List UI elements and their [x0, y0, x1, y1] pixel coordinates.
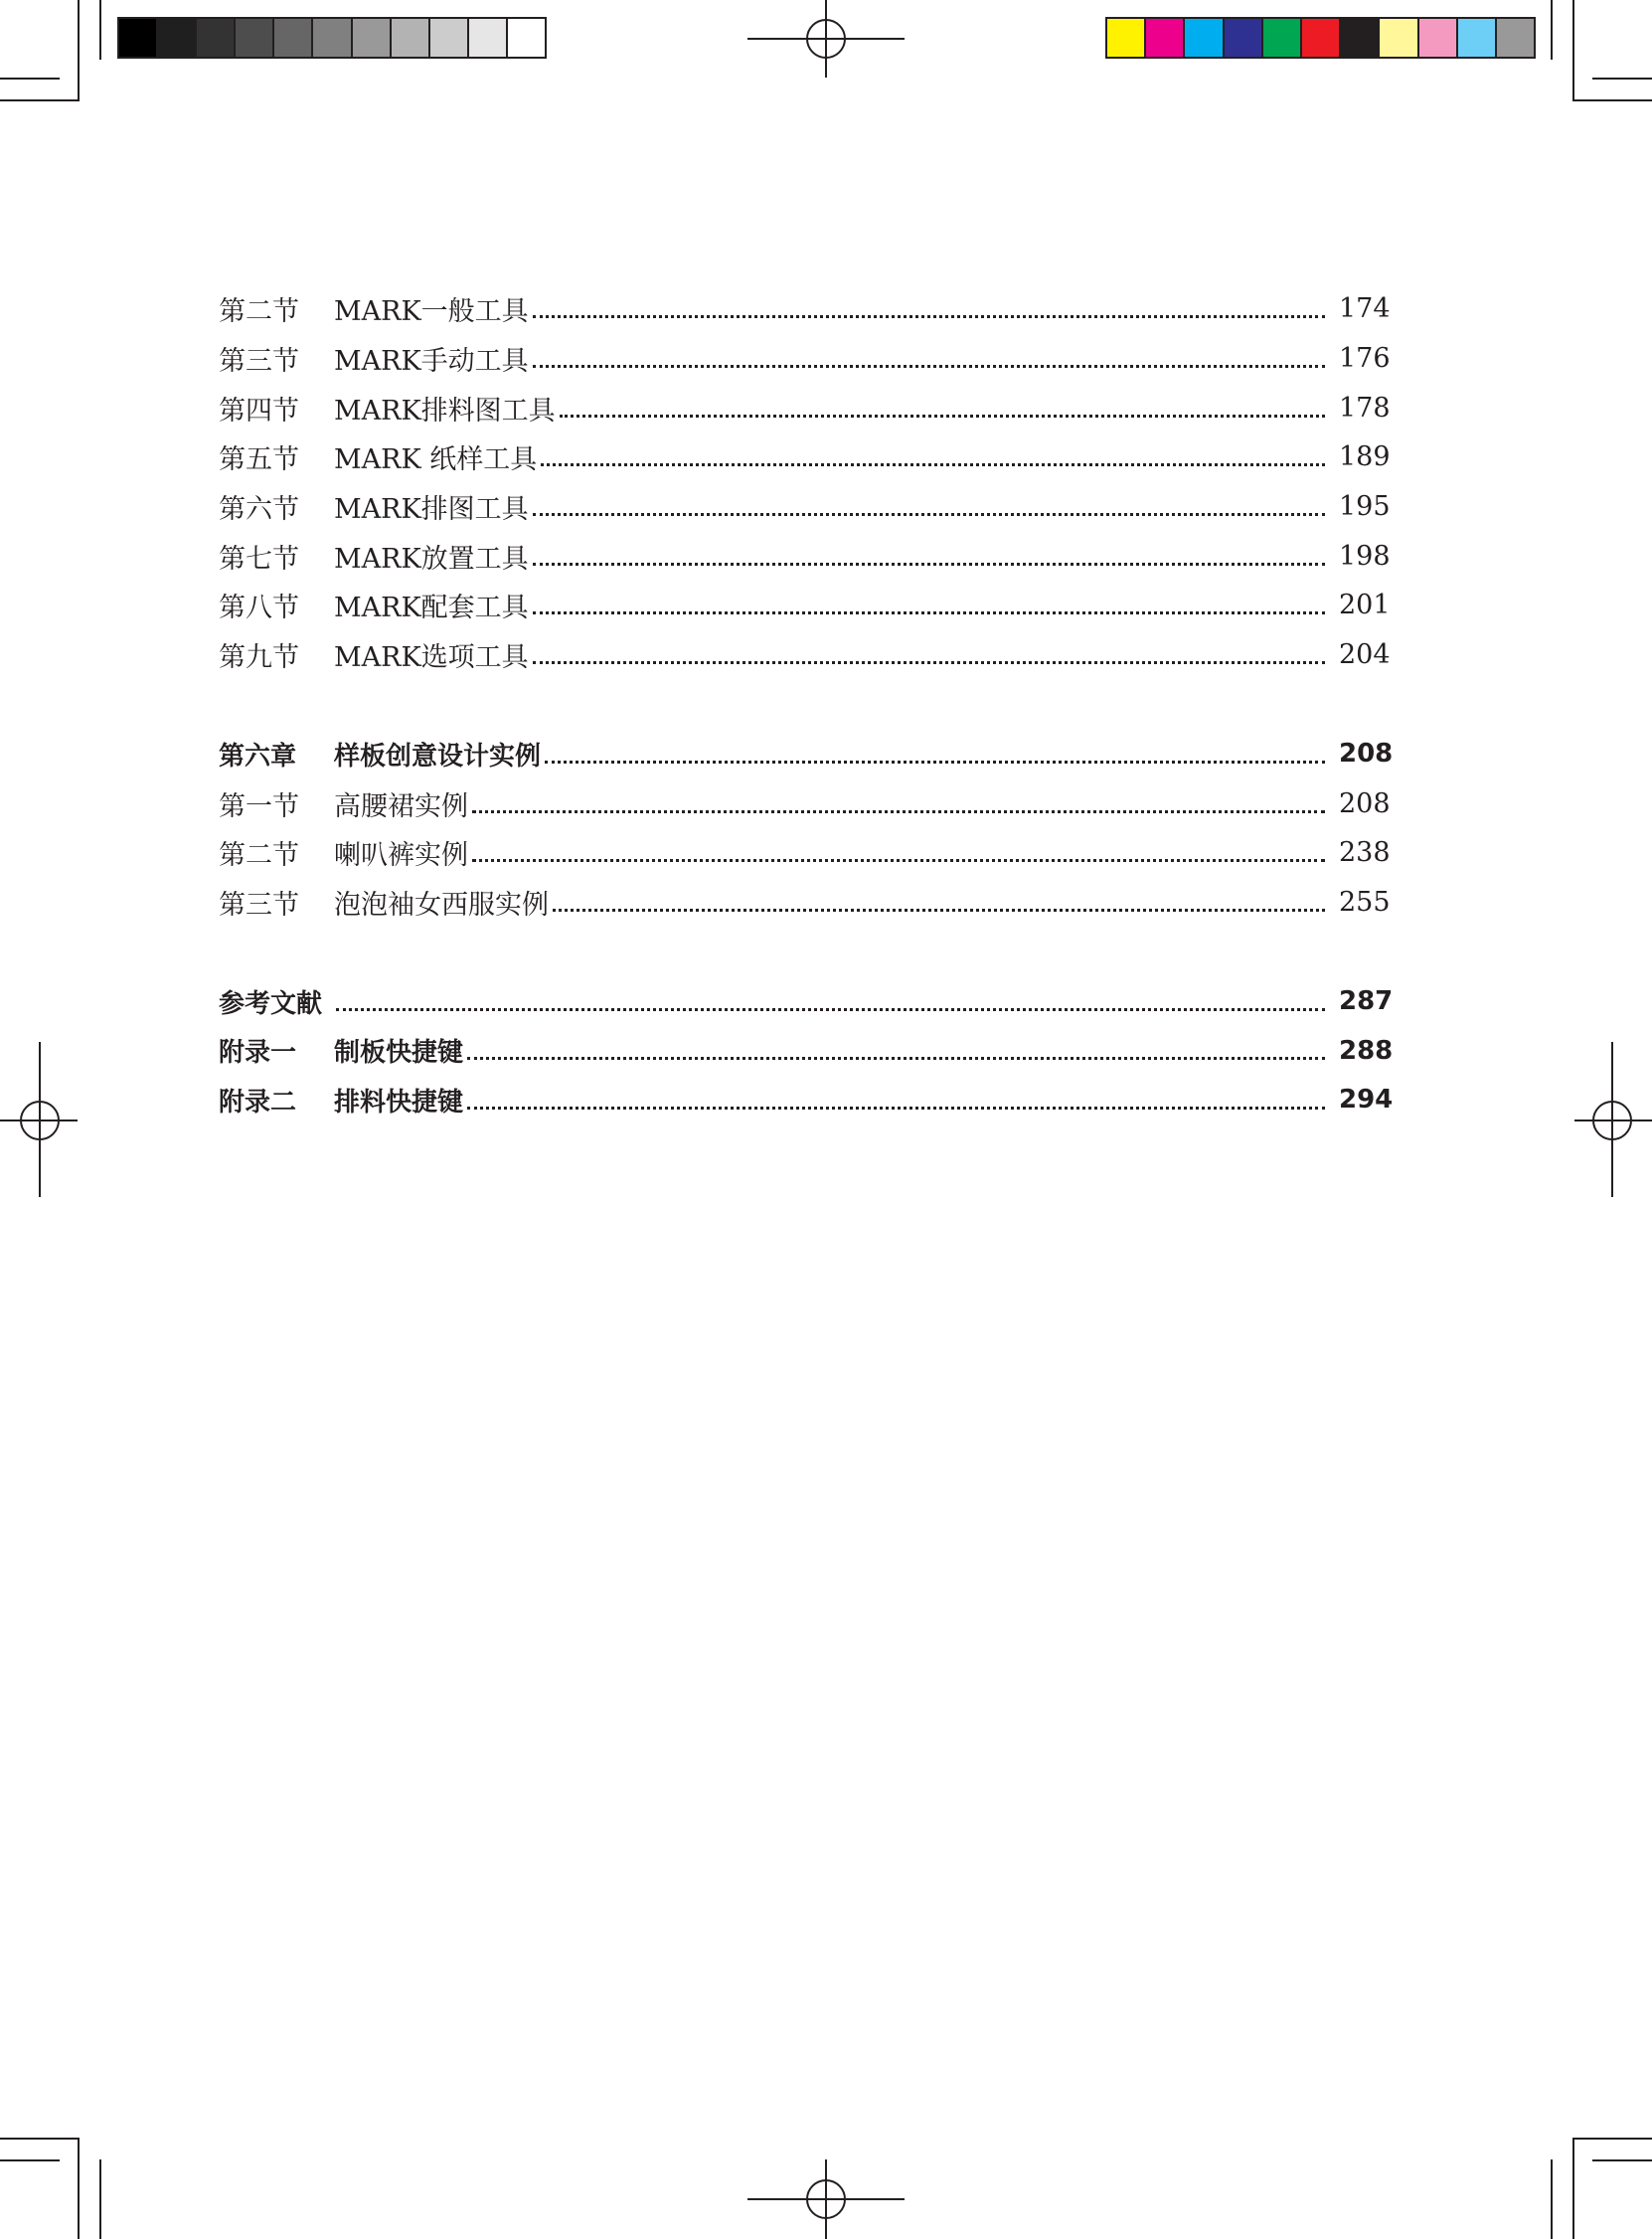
- dot-leader: [533, 365, 1325, 368]
- crop-mark: [1572, 99, 1652, 101]
- toc-entry[interactable]: [219, 531, 1391, 581]
- dot-leader: [553, 909, 1325, 912]
- toc-title: MARK配套工具: [334, 593, 529, 624]
- toc-section-label: 第三节: [219, 346, 299, 378]
- toc-title: MARK放置工具: [334, 543, 529, 575]
- toc-section-label: 第六节: [219, 494, 299, 526]
- dot-leader: [472, 859, 1325, 862]
- dot-leader: [467, 1107, 1325, 1110]
- toc-group-chapter5-sections: [219, 284, 1391, 680]
- toc-title: MARK选项工具: [334, 642, 529, 674]
- gray-swatch: [119, 19, 158, 57]
- toc-entry[interactable]: [219, 1076, 1394, 1125]
- gray-swatch: [430, 19, 469, 57]
- toc-title: MARK手动工具: [334, 346, 529, 378]
- color-swatch: [1458, 19, 1497, 57]
- dot-leader: [541, 463, 1325, 466]
- toc-title: MARK一般工具: [334, 296, 529, 328]
- crop-mark: [78, 2138, 80, 2239]
- dot-leader: [533, 513, 1325, 516]
- toc-chapter-6[interactable]: [219, 730, 1394, 779]
- toc-page-number: 208: [1339, 787, 1391, 819]
- toc-title: 排料快捷键: [334, 1087, 464, 1118]
- color-swatch: [1225, 19, 1263, 57]
- toc-page-number: 195: [1339, 491, 1391, 523]
- toc-section-label: 附录二: [219, 1087, 297, 1118]
- crop-mark: [0, 2159, 60, 2161]
- toc-page-number: 189: [1339, 441, 1391, 473]
- toc-page-number: 288: [1339, 1035, 1394, 1066]
- color-swatch: [1263, 19, 1302, 57]
- dot-leader: [533, 563, 1325, 566]
- crop-mark: [99, 2159, 101, 2239]
- toc-page-number: 201: [1339, 590, 1391, 621]
- dot-leader: [533, 315, 1325, 318]
- toc-page-number: 198: [1339, 540, 1391, 572]
- toc-title: 喇叭裤实例: [334, 840, 468, 872]
- toc-back-matter: [219, 976, 1394, 1124]
- toc-section-label: 第七节: [219, 543, 299, 575]
- toc-section-label: 第二节: [219, 840, 299, 872]
- crop-mark: [1572, 2138, 1652, 2140]
- toc-entry[interactable]: [219, 432, 1391, 482]
- crop-mark: [0, 78, 60, 80]
- crop-mark: [0, 99, 80, 101]
- toc-title: 样板创意设计实例: [334, 741, 542, 772]
- toc-entry[interactable]: [219, 878, 1391, 928]
- toc-entry[interactable]: [219, 334, 1391, 384]
- toc-entry[interactable]: [219, 284, 1391, 334]
- toc-section-label: 第三节: [219, 889, 299, 921]
- toc-page-number: 178: [1339, 392, 1391, 424]
- toc-page-number: 176: [1339, 343, 1391, 375]
- color-swatch: [1185, 19, 1224, 57]
- toc-section-label: 第四节: [219, 395, 299, 427]
- crop-mark: [1551, 0, 1553, 60]
- dot-leader: [545, 761, 1325, 764]
- table-of-contents: [219, 284, 1394, 1124]
- color-swatch: [1302, 19, 1341, 57]
- toc-section-label: 第六章: [219, 741, 297, 772]
- toc-page-number: 204: [1339, 639, 1391, 671]
- toc-section-label: 第八节: [219, 593, 299, 624]
- crop-mark: [1551, 2159, 1553, 2239]
- toc-section-label: 附录一: [219, 1038, 297, 1069]
- dot-leader: [467, 1057, 1325, 1060]
- toc-section-label: 第九节: [219, 642, 299, 674]
- toc-entry[interactable]: [219, 1026, 1394, 1076]
- toc-entry[interactable]: [219, 630, 1391, 680]
- color-swatch: [1497, 19, 1534, 57]
- gray-swatch: [197, 19, 236, 57]
- crop-mark: [1572, 0, 1574, 101]
- dot-leader: [336, 1008, 1325, 1011]
- crop-mark: [99, 0, 101, 60]
- toc-page-number: 255: [1339, 886, 1391, 918]
- gray-swatch: [469, 19, 508, 57]
- color-swatch: [1107, 19, 1146, 57]
- crop-mark: [0, 2138, 80, 2140]
- dot-leader: [472, 810, 1325, 813]
- color-swatch: [1146, 19, 1185, 57]
- crop-mark: [1572, 2138, 1574, 2239]
- toc-entry[interactable]: [219, 383, 1391, 432]
- toc-section-label: 第一节: [219, 790, 299, 822]
- toc-title: MARK 纸样工具: [334, 444, 538, 476]
- toc-title: 制板快捷键: [334, 1038, 464, 1069]
- crop-mark: [78, 0, 80, 101]
- color-swatch: [1419, 19, 1458, 57]
- dot-leader: [560, 415, 1325, 418]
- color-swatch: [1380, 19, 1418, 57]
- crop-mark: [1592, 2159, 1652, 2161]
- crop-mark: [1592, 78, 1652, 80]
- gray-swatch: [236, 19, 274, 57]
- toc-entry[interactable]: [219, 828, 1391, 878]
- toc-section-label: 第二节: [219, 296, 299, 328]
- spacer: [219, 927, 1385, 976]
- toc-title: 泡泡袖女西服实例: [334, 889, 549, 921]
- grayscale-calibration-bar: [117, 17, 547, 59]
- toc-title: MARK排图工具: [334, 494, 529, 526]
- color-swatch: [1341, 19, 1380, 57]
- toc-title: MARK排料图工具: [334, 395, 556, 427]
- toc-page-number: 208: [1339, 739, 1394, 770]
- toc-section-label: 参考文献: [219, 988, 323, 1019]
- toc-page-number: 238: [1339, 837, 1391, 869]
- dot-leader: [533, 661, 1325, 664]
- gray-swatch: [313, 19, 352, 57]
- toc-group-chapter6-sections: [219, 778, 1391, 927]
- spacer: [219, 680, 1385, 730]
- toc-page-number: 174: [1339, 293, 1391, 325]
- gray-swatch: [158, 19, 197, 57]
- toc-title: 高腰裙实例: [334, 790, 468, 822]
- color-calibration-bar: [1105, 17, 1536, 59]
- toc-entry[interactable]: [219, 778, 1391, 828]
- toc-entry[interactable]: [219, 581, 1391, 630]
- gray-swatch: [508, 19, 545, 57]
- toc-page-number: 294: [1339, 1085, 1394, 1116]
- gray-swatch: [274, 19, 313, 57]
- gray-swatch: [353, 19, 392, 57]
- toc-entry[interactable]: [219, 976, 1394, 1026]
- gray-swatch: [392, 19, 430, 57]
- toc-section-label: 第五节: [219, 444, 299, 476]
- toc-page-number: 287: [1339, 986, 1394, 1017]
- dot-leader: [533, 611, 1325, 614]
- toc-entry[interactable]: [219, 482, 1391, 532]
